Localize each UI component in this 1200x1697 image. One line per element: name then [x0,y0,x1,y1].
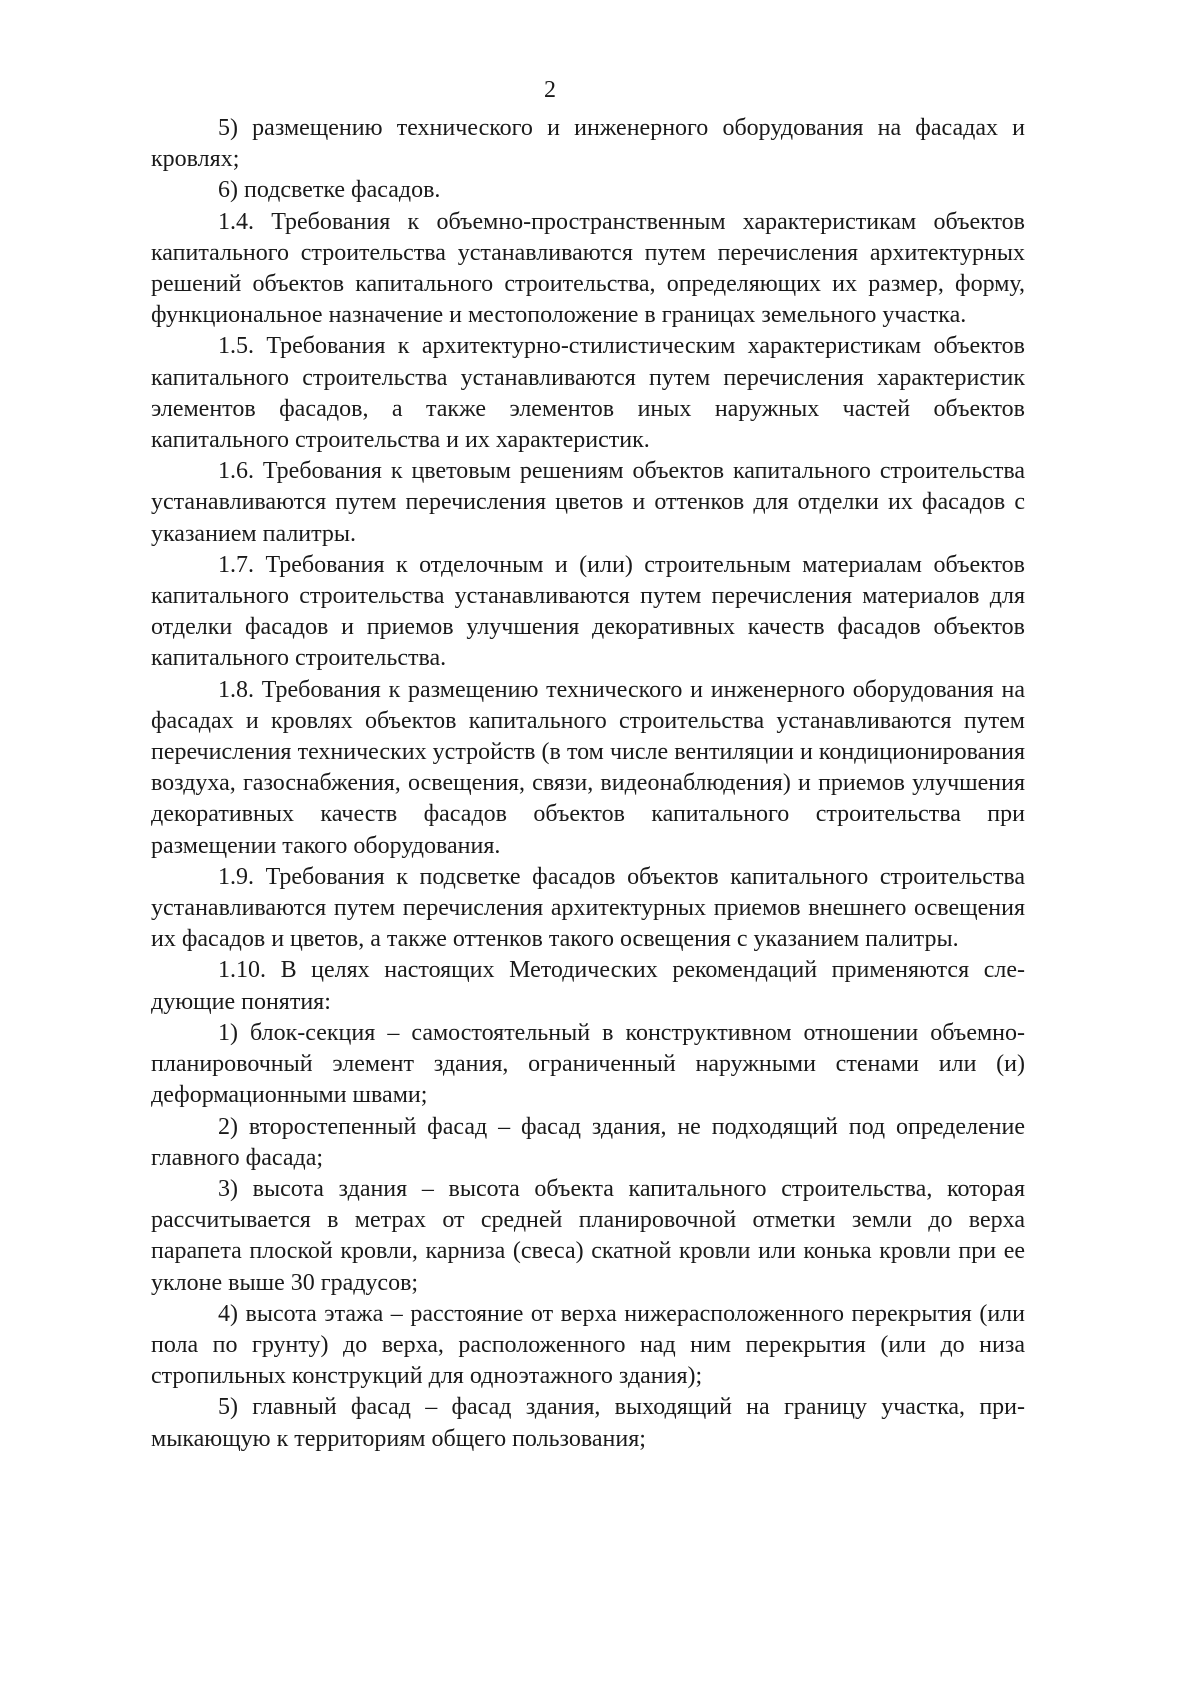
paragraph-1-9: 1.9. Требования к подсветке фасадов объектов капитального строительства устанавливаются путем перечисления архитектурных приемов внешнего освещения их фасадов и цветов, а также оттенков такого освещения с указанием палитры. [151,863,1025,953]
document-body [151,113,1025,1455]
definition-main-facade: 5) главный фасад – фасад здания, выходящий на границу участка, примыкающую к территориям общего пользования; [151,1394,1025,1452]
definition-building-height: 3) высота здания – высота объекта капитального строительства, которая рассчитывается в метрах от средней планировочной отметки земли до верха парапета плоской кровли, карниза (свеса) скатной кровли или конька кровли при ее уклоне выше 30 градусов; [151,1175,1025,1296]
paragraph-item-5-equipment: 5) размещению технического и инженерного оборудования на фасадах и кровлях; [151,115,1025,173]
paragraph-1-10: 1.10. В целях настоящих Методических рекомендаций применяются следующие понятия: [151,957,1025,1015]
paragraph-1-5: 1.5. Требования к архитектурно-стилистическим характеристикам объектов капитального строительства устанавливаются путем перечисления характеристик элементов фасадов, а также элементов иных наружных частей объектов капитального строительства и их характеристик. [151,333,1025,454]
paragraph-1-6: 1.6. Требования к цветовым решениям объектов капитального строительства устанавливаются путем перечисления цветов и оттенков для отделки их фасадов с указанием палитры. [151,458,1025,547]
paragraph-item-6-lighting: 6) подсветке фасадов. [218,177,441,204]
definition-secondary-facade: 2) второстепенный фасад – фасад здания, не подходящий под определение главного фасада; [151,1113,1025,1171]
paragraph-1-7: 1.7. Требования к отделочным и (или) строительным материалам объектов капитального строительства устанавливаются путем перечисления материалов для отделки фасадов и приемов улучшения декоративных качеств фасадов объектов капитального строительства. [151,551,1025,672]
page-number: 2 [544,77,556,103]
definition-floor-height: 4) высота этажа – расстояние от верха нижерасположенного перекрытия (или пола по грунту) до верха, расположенного над ним перекрытия (или до низа стропильных конструкций для одноэтажного здания); [151,1300,1025,1390]
definition-block-section: 1) блок-секция – самостоятельный в конструктивном отношении объемно-планировочный элемент здания, ограниченный наружными стенами или (и) деформационными швами; [151,1019,1025,1109]
paragraph-1-4: 1.4. Требования к объемно-пространственным характеристикам объектов капитального строительства устанавливаются путем перечисления архитектурных решений объектов капитального строительства, определяющих их размер, форму, функциональное назначение и местоположение в границах земельного участка. [151,208,1025,329]
paragraph-1-8: 1.8. Требования к размещению технического и инженерного оборудования на фасадах и кровлях объектов капитального строительства устанавливаются путем перечисления технических устройств (в том числе вентиляции и кондиционирования воздуха, газоснабжения, освещения, связи, видеонаблюдения) и приемов улучшения декоративных качеств фасадов объектов капитального строительства при размещении такого оборудования. [151,676,1025,859]
